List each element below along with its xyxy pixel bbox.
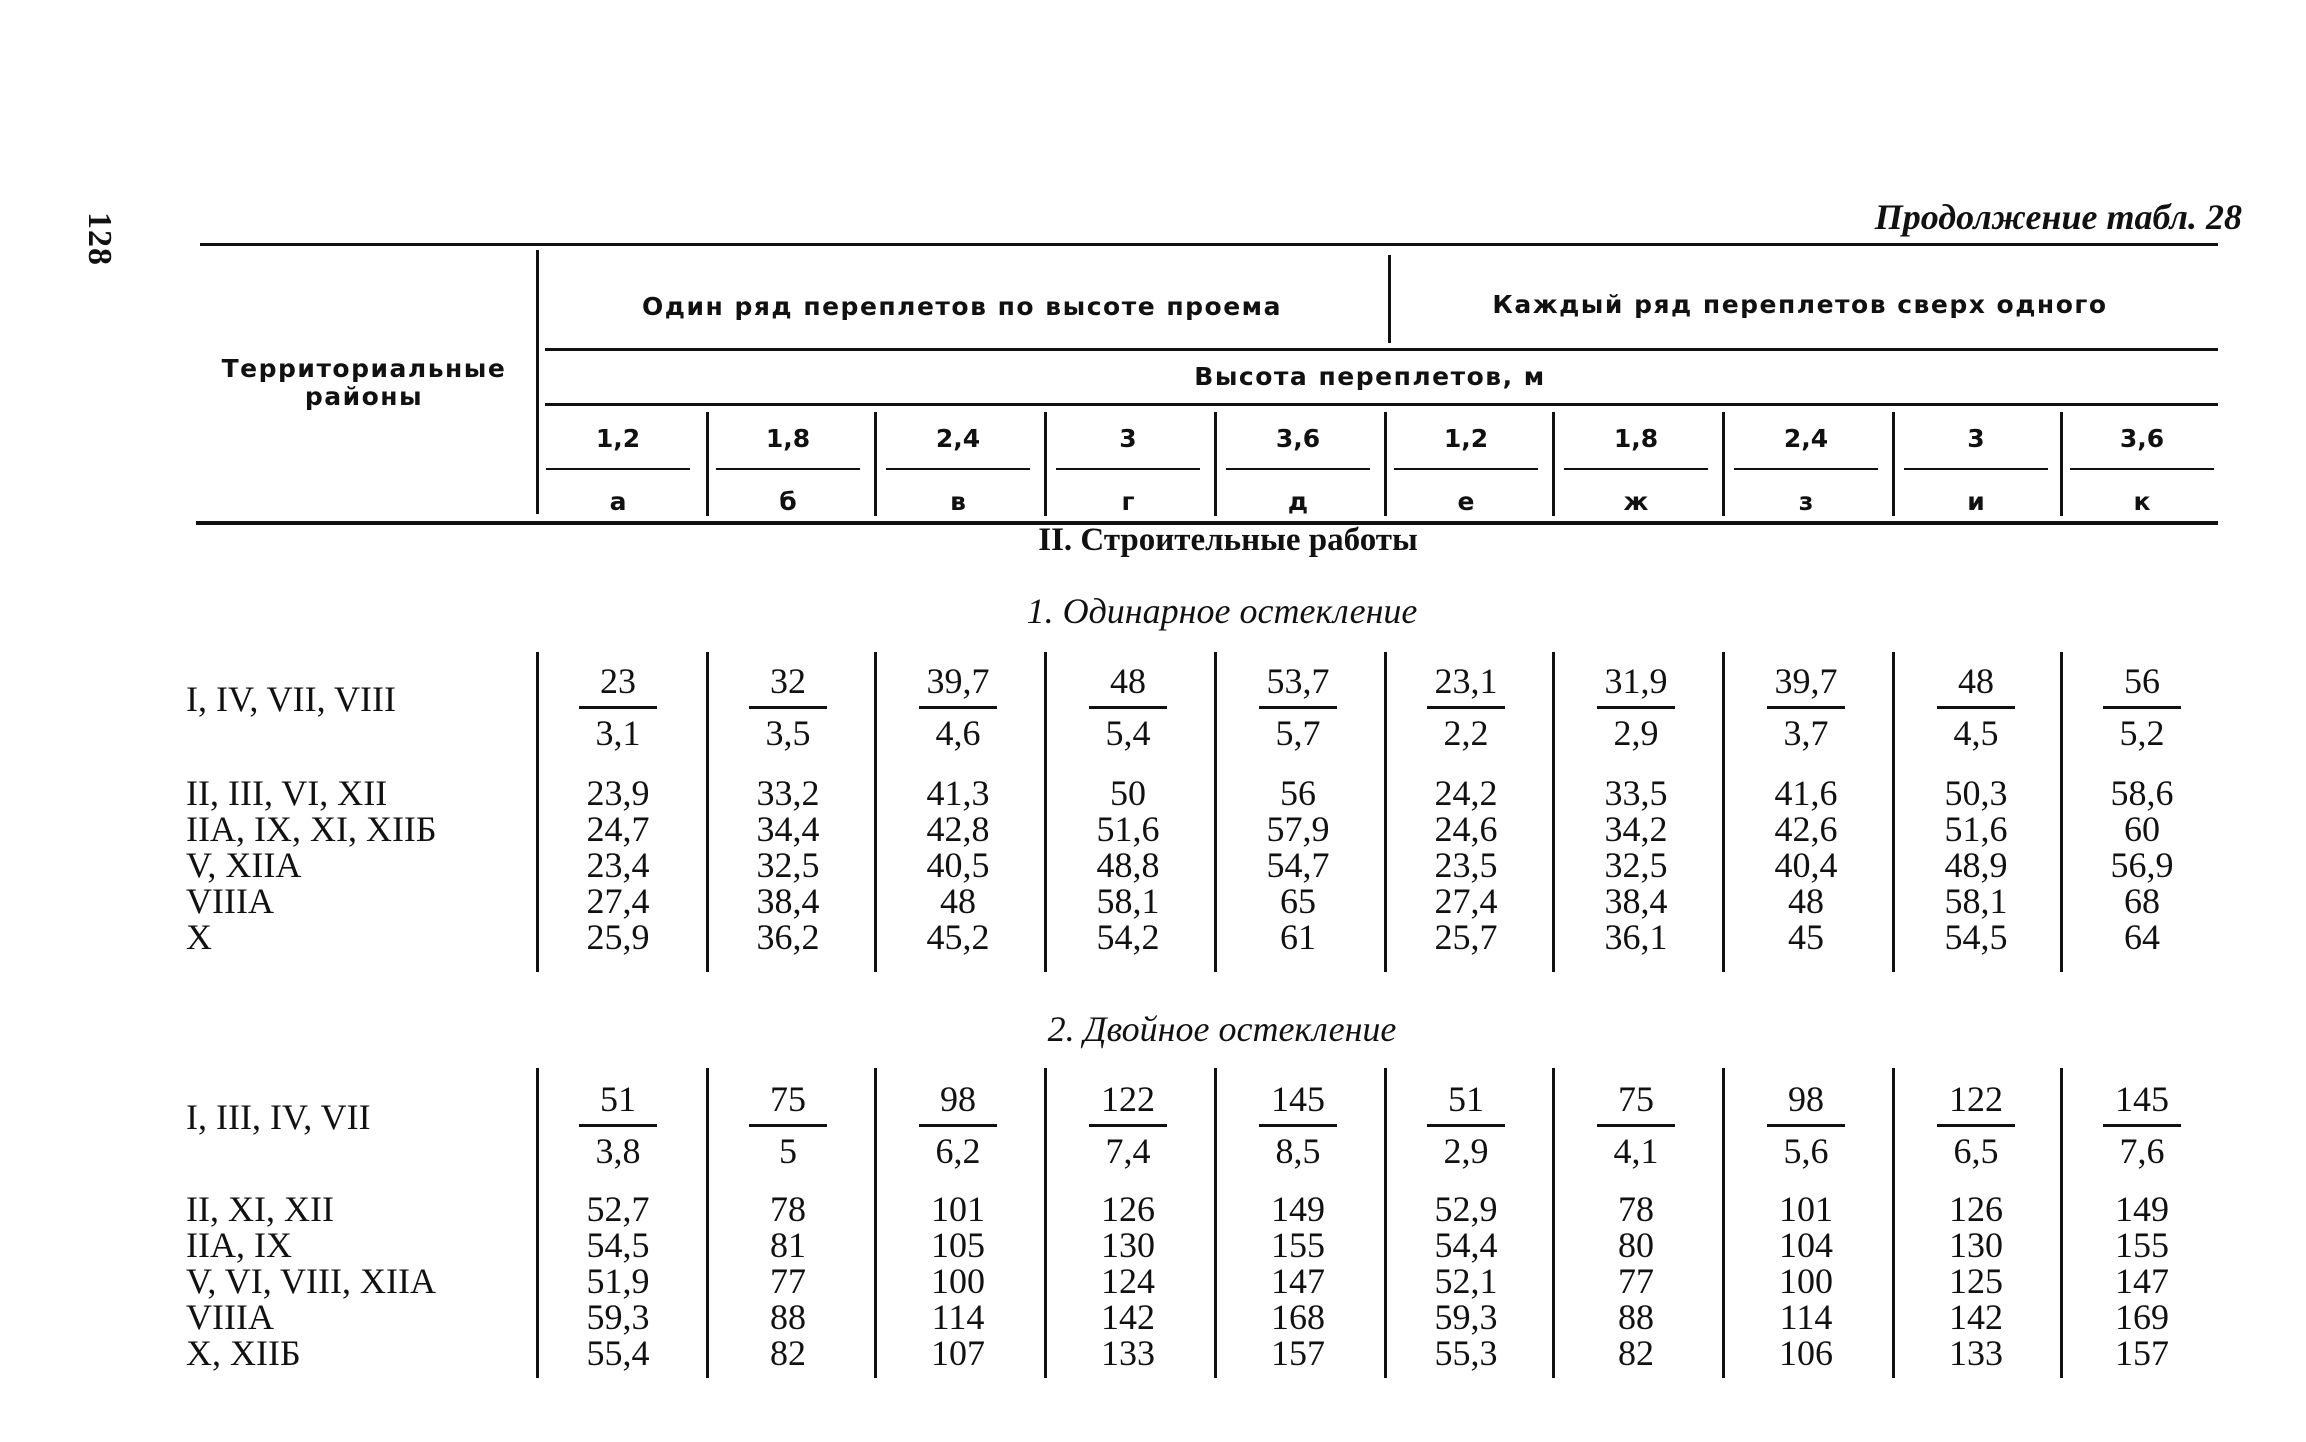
fraction-denominator: 8,5 (1275, 1131, 1321, 1171)
subsection-double-glazing: 2. Двойное остекление (1047, 1009, 1397, 1049)
fraction-denominator: 7,6 (2119, 1131, 2165, 1171)
column-divider (2060, 652, 2063, 972)
table-cell: 149 (1271, 1189, 1325, 1229)
region-label: IIA, IX (186, 1225, 292, 1265)
table-cell: 88 (770, 1297, 806, 1337)
column-divider (1214, 652, 1217, 972)
table-cell: 130 (1949, 1225, 2003, 1265)
column-divider (1384, 1068, 1387, 1378)
table-cell: 54,4 (1434, 1225, 1498, 1265)
column-letter: а (609, 487, 627, 516)
page-number: 128 (81, 212, 118, 266)
fraction-bar (579, 706, 657, 709)
column-letter: в (950, 487, 966, 516)
column-divider (1552, 1068, 1555, 1378)
table-cell: 38,4 (1604, 881, 1668, 921)
table-cell: 34,2 (1604, 809, 1668, 849)
table-cell: 68 (2124, 881, 2160, 921)
column-letter: з (1798, 487, 1814, 516)
fraction-denominator: 6,5 (1953, 1131, 1999, 1171)
table-cell: 124 (1101, 1261, 1155, 1301)
fraction-numerator: 32 (770, 661, 806, 701)
fraction-numerator: 122 (1949, 1079, 2003, 1119)
fraction-bar (749, 1124, 827, 1127)
height-value: 1,2 (595, 424, 641, 453)
table-cell: 48 (940, 881, 976, 921)
table-cell: 56 (1280, 773, 1316, 813)
table-cell: 42,6 (1774, 809, 1838, 849)
column-divider (1214, 1068, 1217, 1378)
table-cell: 77 (770, 1261, 806, 1301)
table-cell: 101 (931, 1189, 985, 1229)
height-letter-rule (1226, 468, 1370, 470)
header-column-divider (874, 412, 877, 516)
table-cell: 157 (2115, 1333, 2169, 1373)
fraction-numerator: 98 (1788, 1079, 1824, 1119)
table-cell: 40,4 (1774, 845, 1838, 885)
table-cell: 55,4 (586, 1333, 650, 1373)
fraction-numerator: 39,7 (1774, 661, 1838, 701)
table-cell: 48 (1788, 881, 1824, 921)
table-cell: 125 (1949, 1261, 2003, 1301)
region-label: II, XI, XII (186, 1189, 334, 1229)
height-value: 2,4 (1783, 424, 1829, 453)
header-column-divider (1214, 412, 1217, 516)
fraction-denominator: 6,2 (935, 1131, 981, 1171)
region-label: IIA, IX, XI, XIIБ (186, 809, 437, 849)
column-letter: к (2133, 487, 2151, 516)
column-divider (1384, 652, 1387, 972)
table-cell: 147 (1271, 1261, 1325, 1301)
fraction-numerator: 56 (2124, 661, 2160, 701)
table-cell: 65 (1280, 881, 1316, 921)
table-cell: 38,4 (756, 881, 820, 921)
fraction-numerator: 75 (1618, 1079, 1654, 1119)
table-cell: 27,4 (586, 881, 650, 921)
table-cell: 50,3 (1944, 773, 2008, 813)
table-cell: 32,5 (756, 845, 820, 885)
fraction-numerator: 145 (2115, 1079, 2169, 1119)
table-cell: 33,2 (756, 773, 820, 813)
fraction-bar (1937, 706, 2015, 709)
fraction-denominator: 3,1 (595, 713, 641, 753)
fraction-numerator: 48 (1110, 661, 1146, 701)
table-cell: 82 (770, 1333, 806, 1373)
table-cell: 25,9 (586, 917, 650, 957)
table-cell: 59,3 (586, 1297, 650, 1337)
table-cell: 107 (931, 1333, 985, 1373)
table-cell: 88 (1618, 1297, 1654, 1337)
table-cell: 104 (1779, 1225, 1833, 1265)
height-letter-rule (1734, 468, 1878, 470)
height-value: 3 (1119, 424, 1137, 453)
table-cell: 52,9 (1434, 1189, 1498, 1229)
table-cell: 106 (1779, 1333, 1833, 1373)
fraction-numerator: 23 (600, 661, 636, 701)
territorial-regions-header: Территориальные районы (221, 354, 507, 411)
column-divider (1722, 1068, 1725, 1378)
table-cell: 40,5 (926, 845, 990, 885)
height-value: 1,2 (1443, 424, 1489, 453)
table-cell: 169 (2115, 1297, 2169, 1337)
fraction-denominator: 7,4 (1105, 1131, 1151, 1171)
fraction-denominator: 5,7 (1275, 713, 1321, 753)
table-cell: 64 (2124, 917, 2160, 957)
fraction-numerator: 39,7 (926, 661, 990, 701)
height-value: 3,6 (1275, 424, 1321, 453)
table-cell: 78 (1618, 1189, 1654, 1229)
table-cell: 56,9 (2110, 845, 2174, 885)
table-cell: 27,4 (1434, 881, 1498, 921)
table-cell: 32,5 (1604, 845, 1668, 885)
fraction-bar (919, 706, 997, 709)
table-cell: 51,6 (1096, 809, 1160, 849)
height-header: Высота переплетов, м (1194, 362, 1546, 391)
column-divider (536, 652, 539, 972)
header-rule-values (545, 403, 2218, 406)
table-cell: 82 (1618, 1333, 1654, 1373)
table-cell: 36,1 (1604, 917, 1668, 957)
one-row-header: Один ряд переплетов по высоте проема (642, 292, 1282, 321)
fraction-bar (1767, 1124, 1845, 1127)
table-cell: 57,9 (1266, 809, 1330, 849)
table-cell: 52,1 (1434, 1261, 1498, 1301)
fraction-denominator: 2,9 (1613, 713, 1659, 753)
table-cell: 54,7 (1266, 845, 1330, 885)
fraction-denominator: 5,2 (2119, 713, 2165, 753)
fraction-numerator: 31,9 (1604, 661, 1668, 701)
table-cell: 58,1 (1944, 881, 2008, 921)
fraction-bar (1937, 1124, 2015, 1127)
column-letter: и (1967, 487, 1985, 516)
fraction-bar (1767, 706, 1845, 709)
table-cell: 54,2 (1096, 917, 1160, 957)
fraction-numerator: 145 (1271, 1079, 1325, 1119)
column-letter: б (779, 487, 797, 516)
table-cell: 168 (1271, 1297, 1325, 1337)
table-cell: 54,5 (586, 1225, 650, 1265)
fraction-numerator: 75 (770, 1079, 806, 1119)
fraction-bar (1259, 1124, 1337, 1127)
header-top-rule (200, 243, 2218, 246)
column-letter: г (1121, 487, 1135, 516)
region-label: VIIIA (186, 881, 274, 921)
table-cell: 126 (1101, 1189, 1155, 1229)
table-cell: 142 (1101, 1297, 1155, 1337)
header-column-divider (2060, 412, 2063, 516)
header-column-divider (1384, 412, 1387, 516)
table-cell: 59,3 (1434, 1297, 1498, 1337)
fraction-denominator: 5 (779, 1131, 797, 1171)
fraction-bar (2103, 706, 2181, 709)
table-cell: 80 (1618, 1225, 1654, 1265)
table-cell: 81 (770, 1225, 806, 1265)
column-letter: е (1457, 487, 1475, 516)
table-cell: 100 (931, 1261, 985, 1301)
table-cell: 48,8 (1096, 845, 1160, 885)
table-cell: 126 (1949, 1189, 2003, 1229)
height-letter-rule (2070, 468, 2214, 470)
table-cell: 25,7 (1434, 917, 1498, 957)
fraction-denominator: 4,1 (1613, 1131, 1659, 1171)
table-cell: 133 (1949, 1333, 2003, 1373)
table-cell: 58,1 (1096, 881, 1160, 921)
table-cell: 23,9 (586, 773, 650, 813)
fraction-bar (1259, 706, 1337, 709)
table-cell: 41,3 (926, 773, 990, 813)
fraction-numerator: 98 (940, 1079, 976, 1119)
column-divider (1892, 652, 1895, 972)
section-title: II. Строительные работы (1038, 522, 1418, 558)
region-label: I, III, IV, VII (186, 1097, 371, 1137)
table-cell: 60 (2124, 809, 2160, 849)
table-cell: 34,4 (756, 809, 820, 849)
height-letter-rule (1564, 468, 1708, 470)
table-cell: 48,9 (1944, 845, 2008, 885)
fraction-bar (1427, 706, 1505, 709)
table-cell: 52,7 (586, 1189, 650, 1229)
table-cell: 101 (1779, 1189, 1833, 1229)
height-value: 3 (1967, 424, 1985, 453)
column-letter: ж (1623, 487, 1649, 516)
table-cell: 24,7 (586, 809, 650, 849)
header-column-divider (1044, 412, 1047, 516)
height-letter-rule (1056, 468, 1200, 470)
region-label: X, XIIБ (186, 1333, 301, 1373)
table-cell: 23,4 (586, 845, 650, 885)
header-column-divider (1722, 412, 1725, 516)
table-cell: 105 (931, 1225, 985, 1265)
fraction-denominator: 3,7 (1783, 713, 1829, 753)
table-cell: 130 (1101, 1225, 1155, 1265)
column-divider (874, 652, 877, 972)
table-continuation-caption: Продолжение табл. 28 (1874, 197, 2242, 237)
each-row-header: Каждый ряд переплетов сверх одного (1492, 290, 2108, 319)
fraction-numerator: 122 (1101, 1079, 1155, 1119)
table-cell: 55,3 (1434, 1333, 1498, 1373)
table-cell: 155 (2115, 1225, 2169, 1265)
table-cell: 114 (1779, 1297, 1833, 1337)
height-letter-rule (716, 468, 860, 470)
table-cell: 78 (770, 1189, 806, 1229)
region-label: II, III, VI, XII (186, 773, 388, 813)
table-cell: 157 (1271, 1333, 1325, 1373)
fraction-numerator: 48 (1958, 661, 1994, 701)
table-cell: 77 (1618, 1261, 1654, 1301)
fraction-bar (1089, 1124, 1167, 1127)
table-cell: 147 (2115, 1261, 2169, 1301)
region-label: V, XIIA (186, 845, 302, 885)
fraction-denominator: 4,5 (1953, 713, 1999, 753)
table-cell: 61 (1280, 917, 1316, 957)
fraction-bar (919, 1124, 997, 1127)
table-cell: 114 (931, 1297, 985, 1337)
column-divider (1552, 652, 1555, 972)
column-divider (1722, 652, 1725, 972)
table-cell: 24,2 (1434, 773, 1498, 813)
table-cell: 45,2 (926, 917, 990, 957)
region-label: I, IV, VII, VIII (186, 679, 396, 719)
column-divider (1892, 1068, 1895, 1378)
table-cell: 24,6 (1434, 809, 1498, 849)
height-letter-rule (886, 468, 1030, 470)
column-divider (1044, 1068, 1047, 1378)
table-cell: 45 (1788, 917, 1824, 957)
fraction-numerator: 23,1 (1434, 661, 1498, 701)
fraction-denominator: 2,2 (1443, 713, 1489, 753)
height-value: 1,8 (765, 424, 811, 453)
fraction-denominator: 2,9 (1443, 1131, 1489, 1171)
table-cell: 100 (1779, 1261, 1833, 1301)
subsection-single-glazing: 1. Одинарное остекление (1026, 591, 1418, 631)
height-value: 3,6 (2119, 424, 2165, 453)
fraction-numerator: 53,7 (1266, 661, 1330, 701)
table-cell: 149 (2115, 1189, 2169, 1229)
region-label: X (186, 917, 212, 957)
column-divider (1044, 652, 1047, 972)
height-letter-rule (1904, 468, 2048, 470)
table-cell: 58,6 (2110, 773, 2174, 813)
column-divider (706, 652, 709, 972)
table-cell: 142 (1949, 1297, 2003, 1337)
height-value: 1,8 (1613, 424, 1659, 453)
fraction-bar (749, 706, 827, 709)
table-cell: 33,5 (1604, 773, 1668, 813)
height-value: 2,4 (935, 424, 981, 453)
header-group-divider (1388, 255, 1391, 343)
fraction-denominator: 3,5 (765, 713, 811, 753)
fraction-bar (1597, 1124, 1675, 1127)
header-column-divider (706, 412, 709, 516)
fraction-denominator: 4,6 (935, 713, 981, 753)
table-cell: 50 (1110, 773, 1146, 813)
table-cell: 133 (1101, 1333, 1155, 1373)
column-divider (874, 1068, 877, 1378)
table-cell: 155 (1271, 1225, 1325, 1265)
table-cell: 51,9 (586, 1261, 650, 1301)
fraction-bar (1427, 1124, 1505, 1127)
fraction-bar (1597, 706, 1675, 709)
fraction-denominator: 5,4 (1105, 713, 1151, 753)
fraction-denominator: 3,8 (595, 1131, 641, 1171)
table-cell: 23,5 (1434, 845, 1498, 885)
table-cell: 42,8 (926, 809, 990, 849)
fraction-bar (2103, 1124, 2181, 1127)
height-letter-rule (546, 468, 690, 470)
table-cell: 51,6 (1944, 809, 2008, 849)
header-column-divider (1892, 412, 1895, 516)
column-divider (706, 1068, 709, 1378)
fraction-numerator: 51 (1448, 1079, 1484, 1119)
fraction-numerator: 51 (600, 1079, 636, 1119)
table-cell: 36,2 (756, 917, 820, 957)
region-label: VIIIA (186, 1297, 274, 1337)
header-column-divider (1552, 412, 1555, 516)
column-divider (2060, 1068, 2063, 1378)
header-rule-height (545, 348, 2218, 351)
column-divider (536, 1068, 539, 1378)
height-letter-rule (1394, 468, 1538, 470)
fraction-bar (1089, 706, 1167, 709)
table-cell: 41,6 (1774, 773, 1838, 813)
header-left-divider (536, 250, 539, 514)
region-label: V, VI, VIII, XIIA (186, 1261, 436, 1301)
fraction-bar (579, 1124, 657, 1127)
table-cell: 54,5 (1944, 917, 2008, 957)
column-letter: д (1287, 487, 1309, 516)
fraction-denominator: 5,6 (1783, 1131, 1829, 1171)
